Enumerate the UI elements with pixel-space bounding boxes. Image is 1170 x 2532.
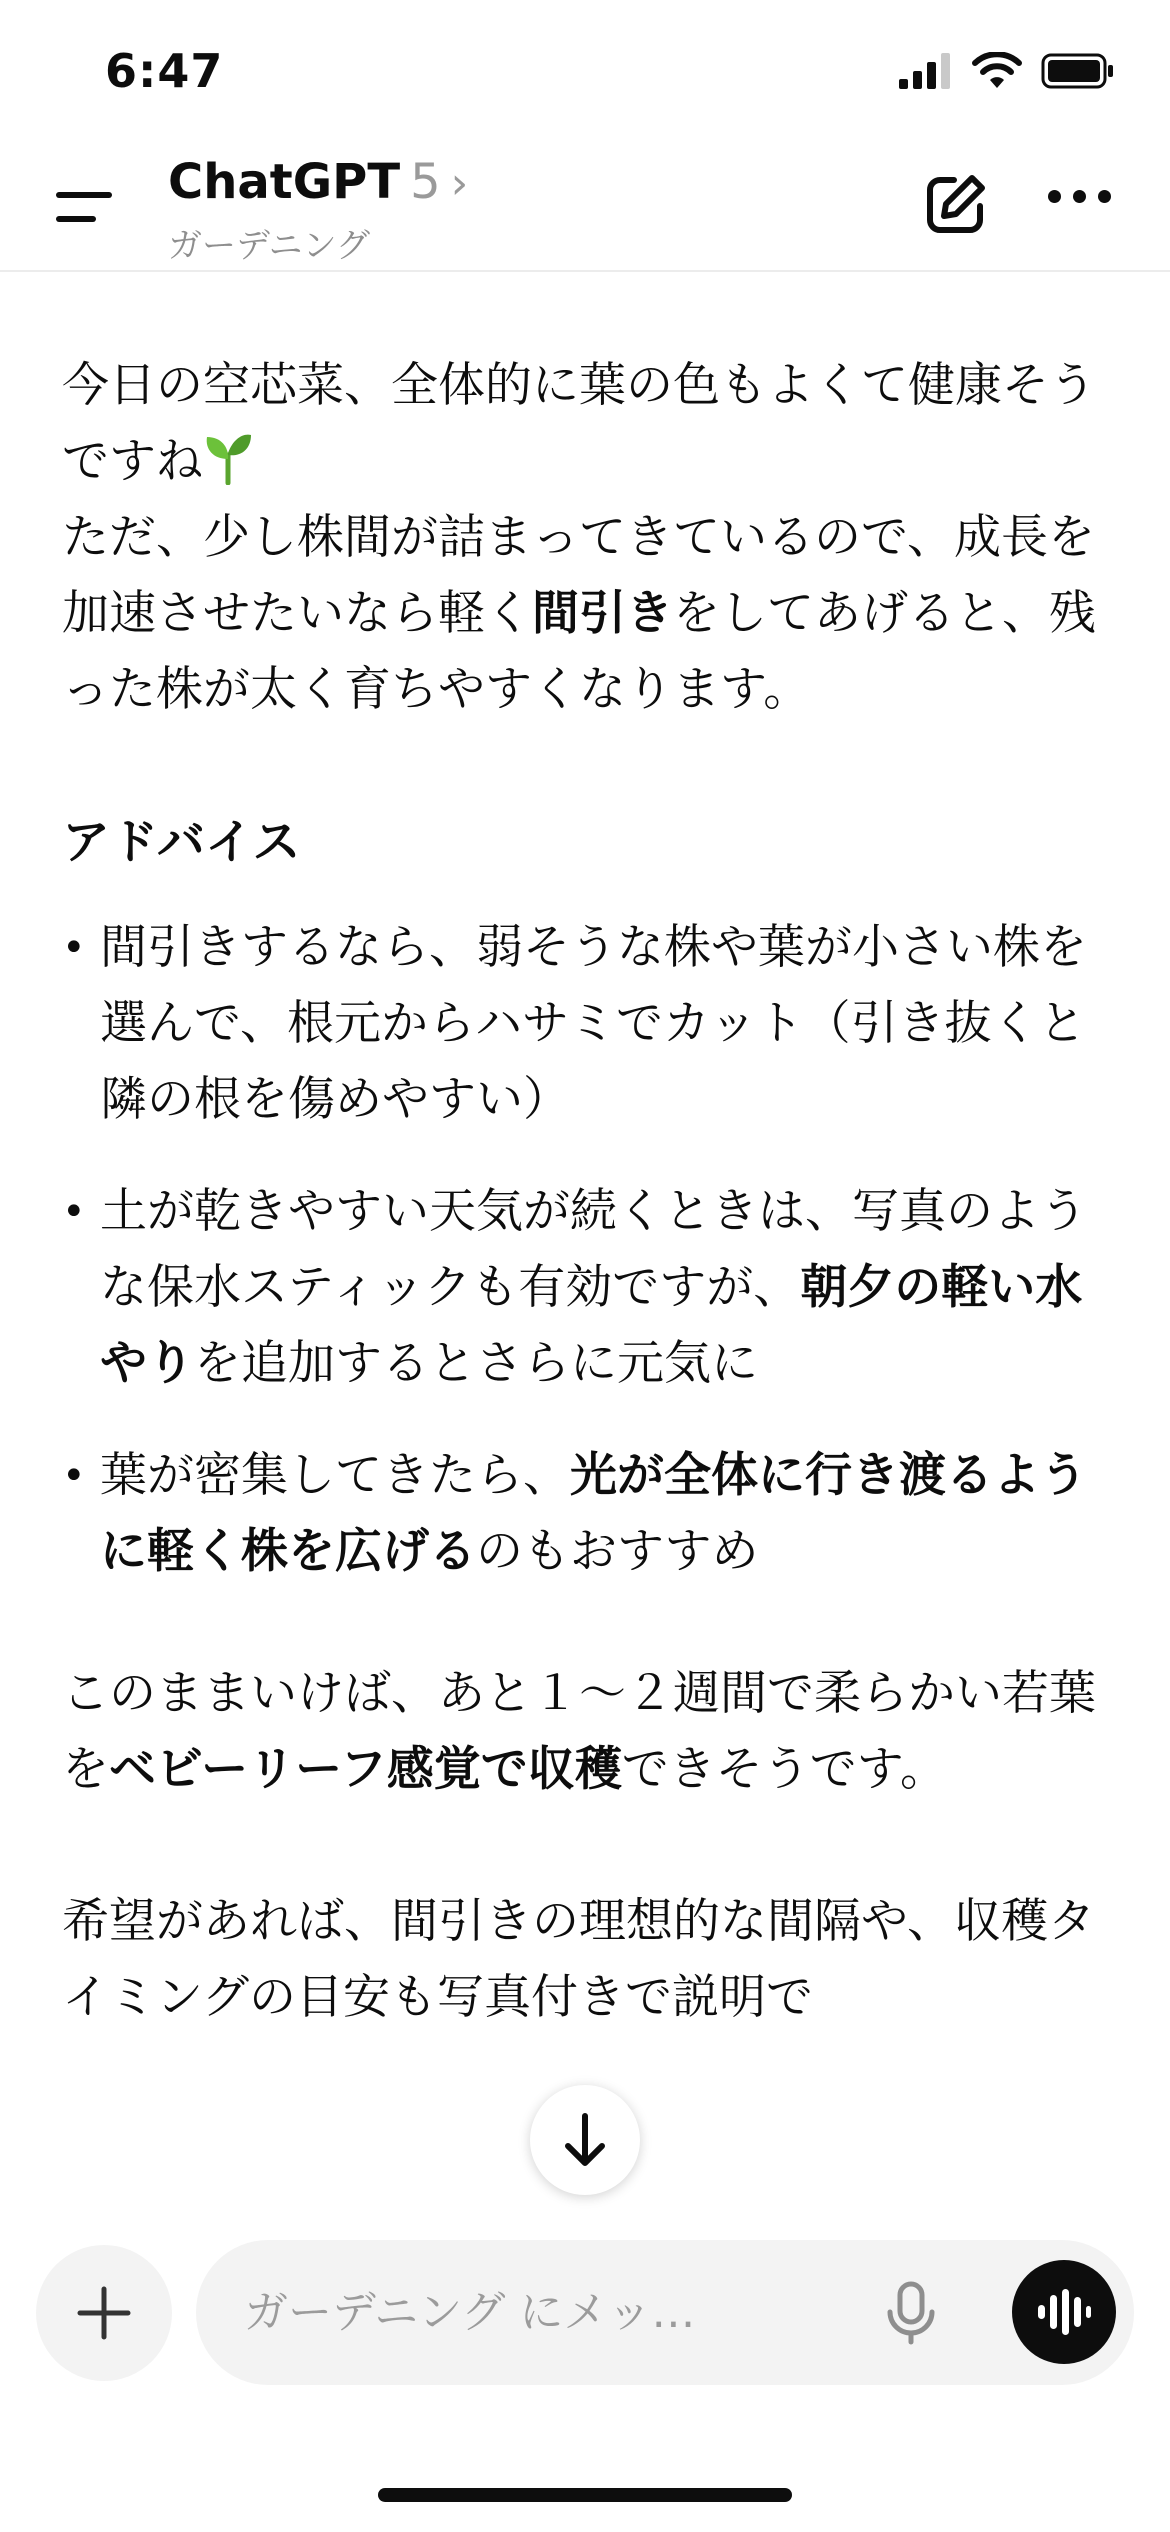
intro-text: 今日の空芯菜、全体的に葉の色もよくて健康そうですね xyxy=(62,358,1096,489)
message-intro xyxy=(62,348,1102,728)
list-item xyxy=(62,1174,1102,1402)
bullet-text: のもおすすめ xyxy=(476,1524,759,1579)
battery-icon xyxy=(1041,53,1115,89)
voice-waveform-icon xyxy=(1036,2287,1092,2337)
menu-icon-line xyxy=(56,216,96,222)
scroll-to-bottom-button[interactable] xyxy=(530,2085,640,2195)
bullet-bold: 光が全体に行き渡るように軽く株を広げる xyxy=(100,1448,1087,1579)
sprout-icon xyxy=(203,429,253,485)
outro-text: このままいけば、あと１〜２週間で柔らかい若葉を xyxy=(62,1666,1096,1797)
add-attachment-button[interactable] xyxy=(36,2245,172,2381)
home-indicator xyxy=(378,2488,792,2502)
message-last: 希望があれば、間引きの理想的な間隔や、収穫タイミングの目安も写真付きで説明で xyxy=(62,1894,1096,2025)
outro-bold: ベビーリーフ感覚で収穫 xyxy=(109,1742,622,1797)
edit-icon xyxy=(920,170,990,240)
plus-icon xyxy=(76,2285,132,2341)
project-name: ガーデニング xyxy=(168,226,370,266)
voice-mode-button[interactable] xyxy=(1012,2260,1116,2364)
menu-button[interactable] xyxy=(50,178,120,234)
arrow-down-icon xyxy=(560,2112,610,2168)
bullet-text: を追加するとさらに元気に xyxy=(194,1336,758,1391)
new-chat-button[interactable] xyxy=(920,170,990,240)
intro-text-3: をしてあげると、残った株が太く育ちやすくなります。 xyxy=(62,586,1096,717)
bullet-text: 間引きするなら、弱そうな株や葉が小さい株を選んで、根元からハサミでカット（引き抜くと隣の根を傷めやすい） xyxy=(100,920,1087,1127)
model-version: 5 xyxy=(410,154,441,210)
bullet-bold: 朝夕の軽い水やり xyxy=(100,1260,1083,1391)
intro-text-2: ただ、少し株間が詰まってきているので、成長を加速させたいなら軽く xyxy=(62,510,1096,641)
more-icon xyxy=(1048,190,1061,203)
bullet-text: 葉が密集してきたら、 xyxy=(100,1448,570,1503)
bold-thinning: 間引き xyxy=(532,586,673,641)
list-item xyxy=(62,1438,1102,1590)
bullet-text: 土が乾きやすい天気が続くときは、写真のような保水スティックも有効ですが、 xyxy=(100,1184,1087,1315)
list-item xyxy=(62,910,1102,1138)
chevron-right-icon: › xyxy=(450,158,469,209)
dictate-button[interactable] xyxy=(876,2278,946,2348)
chat-header xyxy=(0,140,1170,272)
status-bar xyxy=(0,0,1170,140)
advice-heading: アドバイス xyxy=(62,814,301,870)
assistant-message xyxy=(62,272,1102,2202)
status-icons xyxy=(897,52,1115,90)
more-options-button[interactable] xyxy=(1048,190,1111,203)
more-icon-dot xyxy=(1073,190,1086,203)
more-icon-dot xyxy=(1098,190,1111,203)
message-input[interactable] xyxy=(244,2280,834,2344)
app-title: ChatGPT xyxy=(168,154,401,210)
message-composer xyxy=(196,2240,1134,2385)
model-selector[interactable] xyxy=(168,154,468,210)
advice-list xyxy=(62,910,1102,1590)
microphone-icon xyxy=(876,2278,946,2348)
outro-text-2: できそうです。 xyxy=(621,1742,948,1797)
status-time: 6:47 xyxy=(105,44,224,98)
message-outro xyxy=(62,1656,1102,1808)
menu-icon xyxy=(56,192,112,198)
cellular-signal-icon xyxy=(897,53,953,89)
wifi-icon xyxy=(971,52,1023,90)
